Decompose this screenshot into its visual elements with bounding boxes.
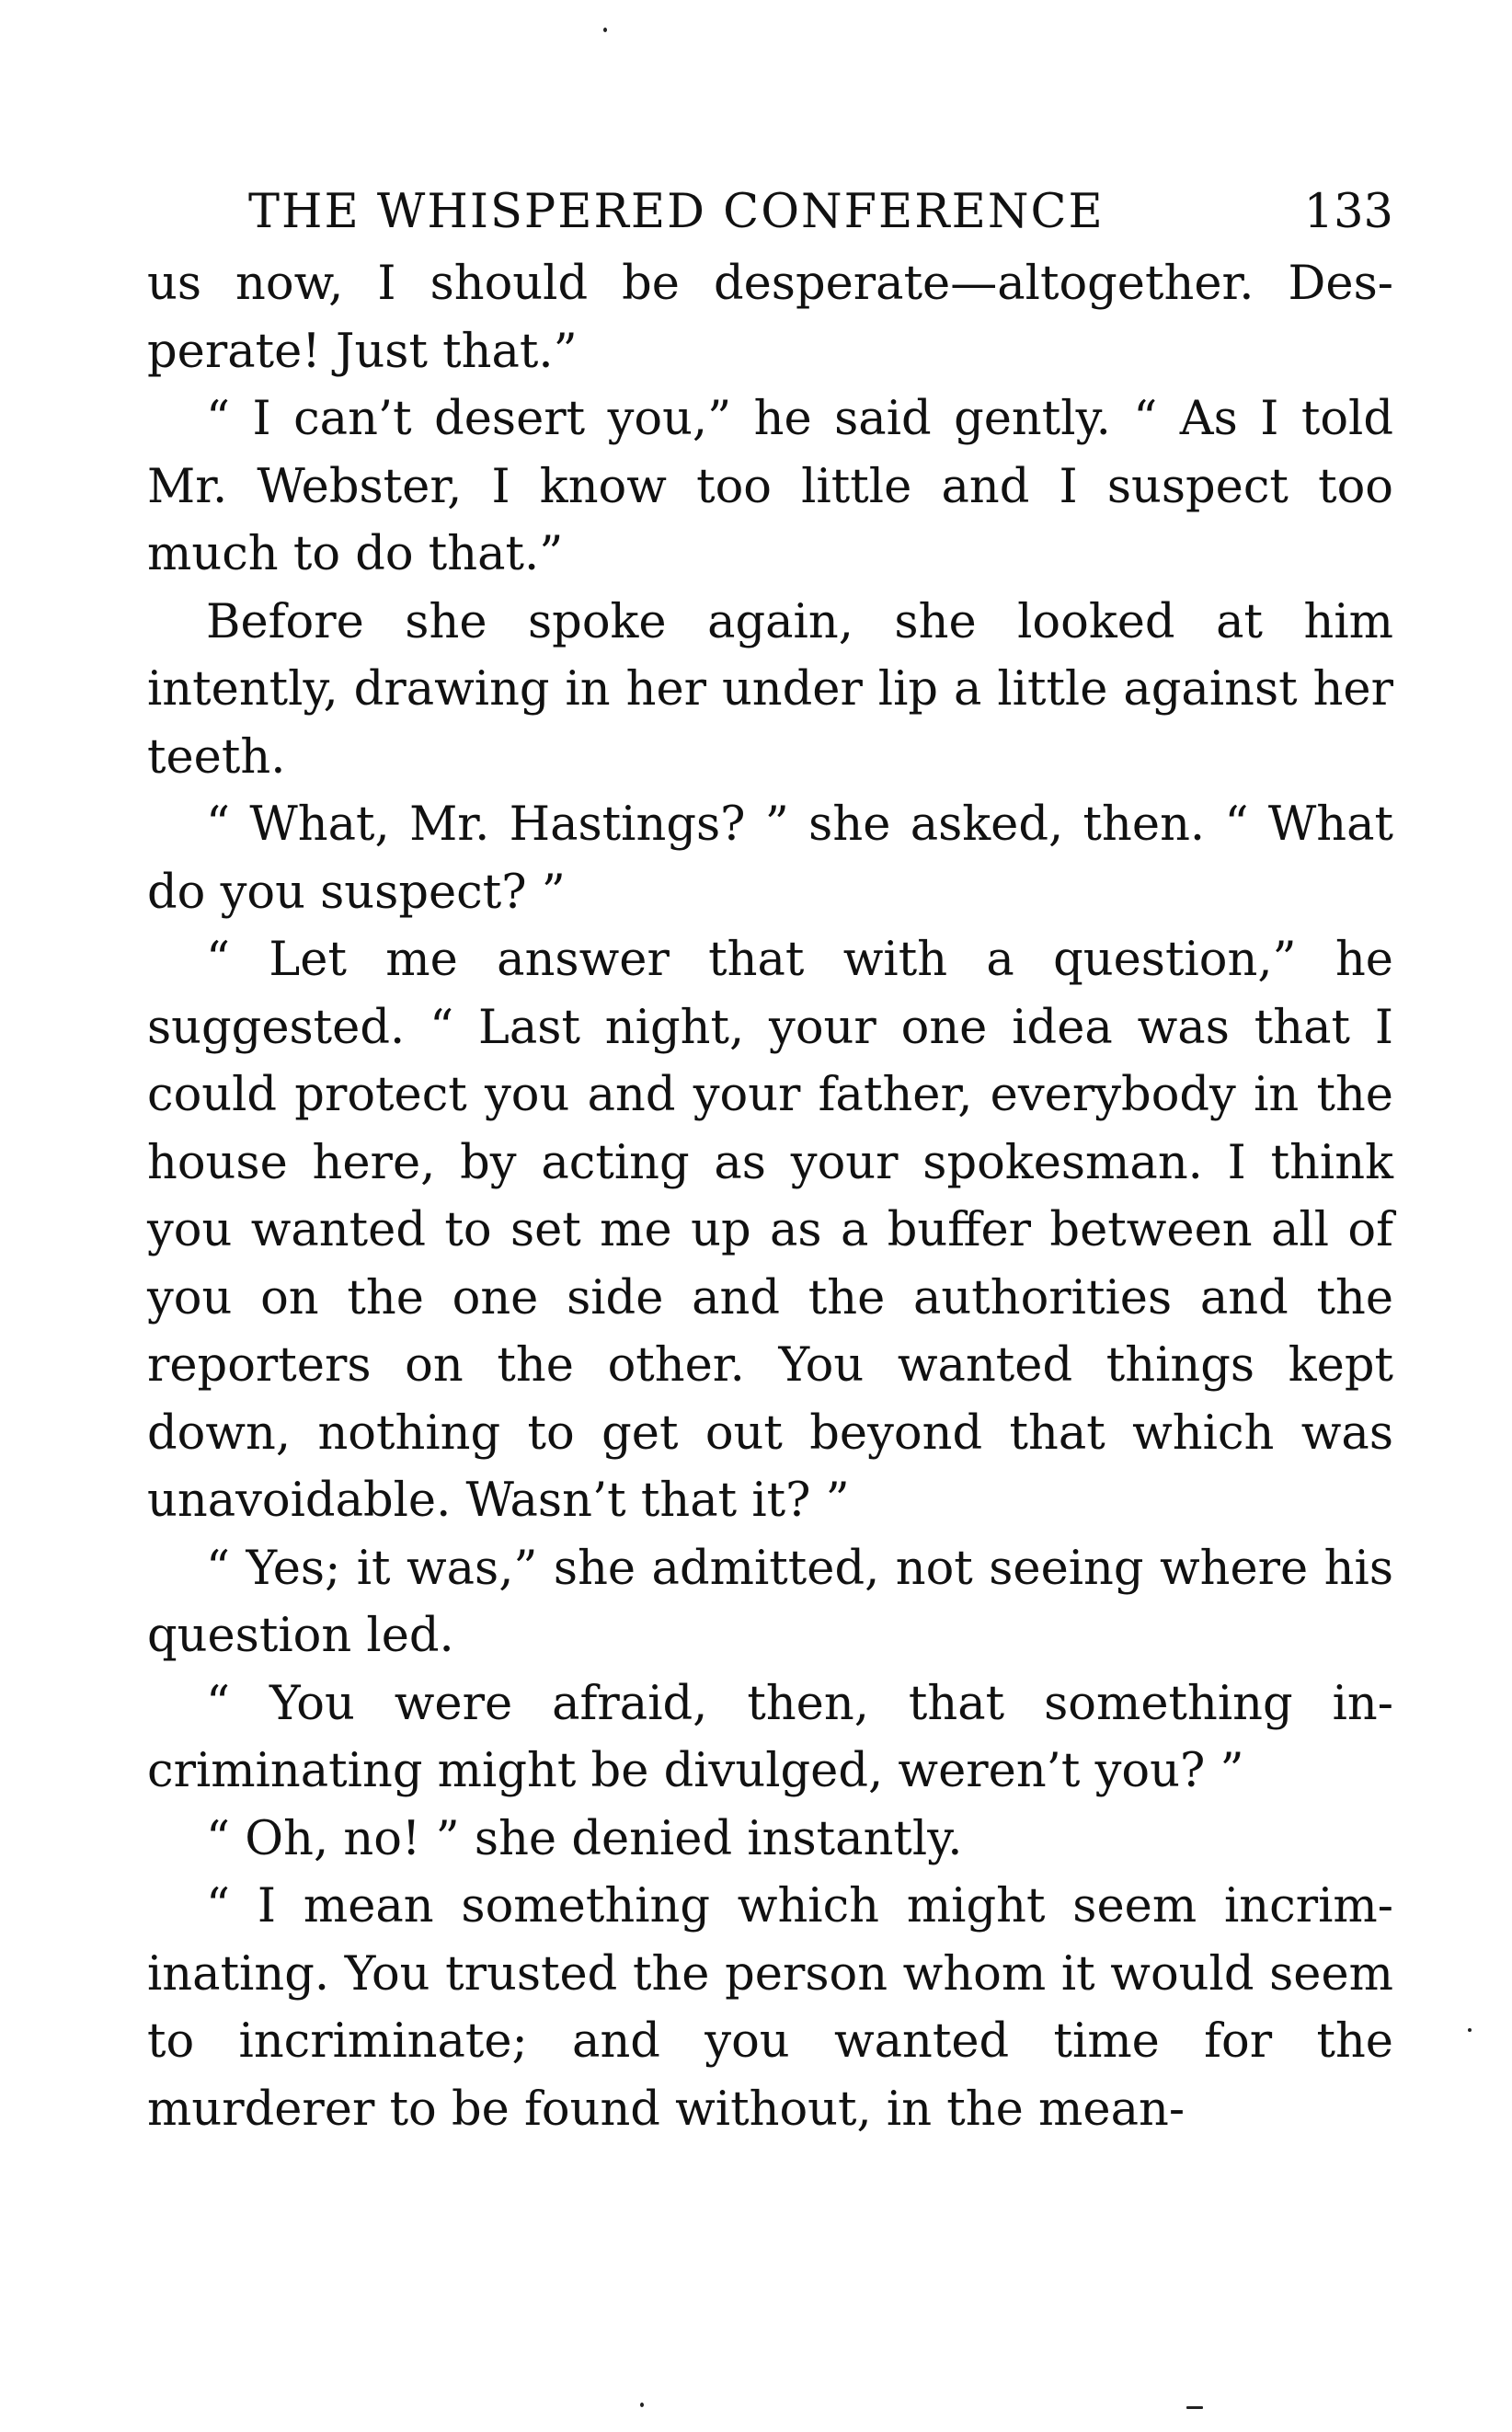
paragraph: “ Let me answer that with a question,” he suggested. “ Last night, your one idea was that I could protect you and your father, everybody in the house here, by acting as your spokesman. I think you wanted to set me up as a buffer between all of you on the one side and the authorities and the reporters on the other. You wanted things kept down, nothing to get out beyond that which was unavoidable. Wasn’t that it? ”: [147, 933, 1393, 1528]
print-speck: [1468, 2028, 1472, 2032]
print-speck: [640, 2403, 644, 2407]
paragraph: us now, I should be desperate—altogether. Desperate! Just that.”: [147, 257, 1393, 379]
paragraph: “ What, Mr. Hastings? ” she asked, then. “ What do you suspect? ”: [147, 797, 1393, 920]
paragraph: “ Yes; it was,” she admitted, not seeing where his question led.: [147, 1541, 1393, 1663]
running-head: [147, 175, 1393, 250]
paragraph: “ I can’t desert you,” he said gently. “ As I told Mr. Webster, I know too little and I suspect too much to do that.”: [147, 392, 1393, 581]
paragraph: “ I mean something which might seem incriminating. You trusted the person whom it would seem to incriminate; and you wanted time for the murderer to be found without, in the mean-: [147, 1879, 1393, 2137]
body-text: [147, 250, 1393, 2143]
book-page: [147, 175, 1393, 2143]
paragraph: “ You were afraid, then, that something incriminating might be divulged, weren’t you? ”: [147, 1676, 1393, 1798]
running-title: THE WHISPERED CONFERENCE: [248, 185, 1105, 239]
print-speck: [603, 28, 607, 32]
print-speck: [1186, 2406, 1203, 2409]
paragraph: Before she spoke again, she looked at him intently, drawing in her under lip a little against her teeth.: [147, 594, 1393, 785]
page-number: 133: [1303, 185, 1393, 239]
paragraph: “ Oh, no! ” she denied instantly.: [206, 1811, 963, 1866]
